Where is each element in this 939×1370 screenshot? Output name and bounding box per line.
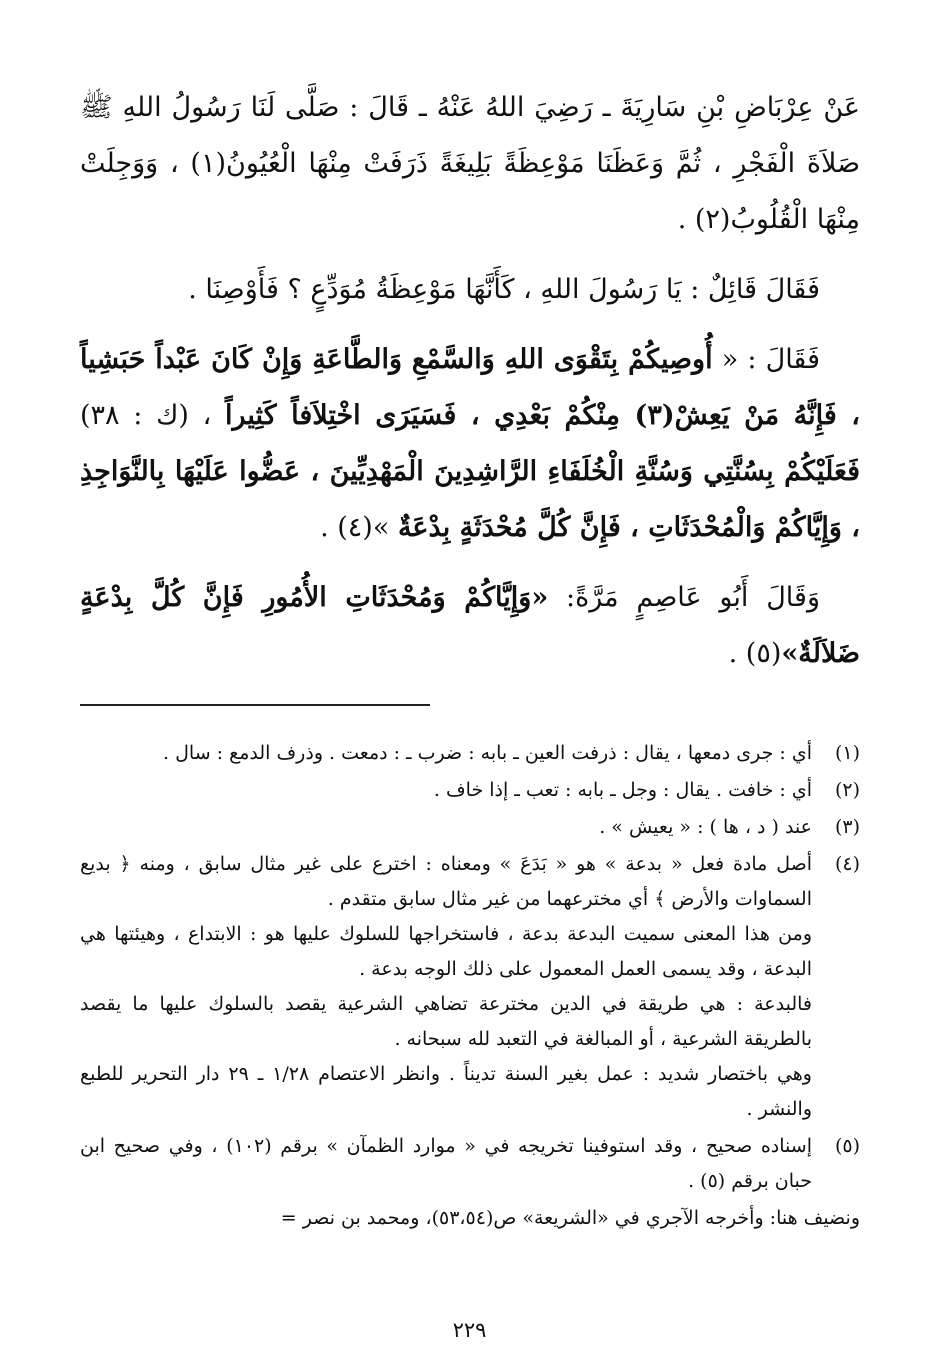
hadith-paragraph-2: فَقَالَ قَائِلٌ : يَا رَسُولَ اللهِ ، كَأَنَّهَا مَوْعِظَةُ مُوَدِّعٍ ؟ فَأَوْصِنَا . [188,274,820,305]
footnote-text: أي : جرى دمعها ، يقال : ذرفت العين ـ بابه : ضرب ـ : دمعت . وذرف الدمع : سال . [163,742,812,764]
para3-end: »(٤) . [320,512,398,543]
footnote-number: (٤) [834,853,860,875]
footnote-1 [80,736,860,771]
footnote-text: إسناده صحيح ، وقد استوفينا تخريجه في « موارد الظمآن » برقم (١٠٢) ، وفي صحيح ابن حبان برقم (٥) . [80,1135,812,1192]
footnotes [80,736,860,1236]
footnote-4 [80,847,860,1127]
footnote-text: وهي باختصار شديد : عمل بغير السنة تديناً . وانظر الاعتصام ١/٢٨ ـ ٢٩ دار التحرير للطبع والنشر . [80,1063,812,1120]
footnote-number: (١) [834,742,860,764]
footnote-continuation: ونضيف هنا: وأخرجه الآجري في «الشريعة» ص(٥٣،٥٤)، ومحمد بن نصر = [280,1207,860,1229]
para4-intro: وَقَالَ أَبُو عَاصِمٍ مَرَّةً: [548,582,820,613]
hadith-paragraph-4 [80,570,860,682]
reference-marker: ، (ك : ٣٨) [80,400,226,431]
hadith-paragraph-3 [80,332,860,556]
footnote-5 [80,1129,860,1199]
footnote-number: (٣) [834,816,860,838]
footnote-text: ومن هذا المعنى سميت البدعة بدعة ، فاستخراجها للسلوك عليها هو : الابتداع ، وهيئتها هي البدعة ، وقد يسمى العمل المعمول على ذلك الوجه بدعة . [80,923,812,980]
footnote-divider [80,704,430,706]
hadith-text [80,80,860,682]
footnote-number: (٢) [834,779,860,801]
hadith-paragraph-1: عَنْ عِرْبَاضِ بْنِ سَارِيَةَ ـ رَضِيَ اللهُ عَنْهُ ـ قَالَ : صَلَّى لَنَا رَسُولُ اللهِ ﷺ صَلاَةَ الْفَجْرِ ، ثُمَّ وَعَظَنَا مَوْعِظَةً بَلِيغَةً ذَرَفَتْ مِنْهَا الْعُيُونُ(١) ، وَوَجِلَتْ مِنْهَا الْقُلُوبُ(٢) . [80,92,860,235]
para3-intro: فَقَالَ : « [712,344,820,375]
prophetic-saying-part-2: فَعَلَيْكُمْ بِسُنَّتِي وَسُنَّةِ الْخُلَفَاءِ الرَّاشِدِينَ الْمَهْدِيِّينَ ، عَضُّوا عَلَيْهَا بِالنَّوَاجِذِ ، وَإِيَّاكُمْ وَالْمُحْدَثَاتِ ، فَإِنَّ كُلَّ مُحْدَثَةٍ بِدْعَةٌ [80,456,860,543]
footnote-3 [80,810,860,845]
footnote-number: (٥) [834,1135,860,1157]
footnote-text: أصل مادة فعل « بدعة » هو « بَدَعَ » ومعناه : اخترع على غير مثال سابق ، ومنه ﴿ بديع السماوات والأرض ﴾ أي مخترعهما من غير مثال سابق متقدم . [80,853,812,910]
book-page [80,80,860,1236]
page-number: ٢٢٩ [452,1318,487,1342]
abu-asim-narration: «وَإِيَّاكُمْ وَمُحْدَثَاتِ الأُمُورِ فَإِنَّ كُلَّ بِدْعَةٍ ضَلاَلَةٌ» [80,582,860,669]
footnote-text: عند ( د ، ها ) : « يعيش » . [599,816,812,838]
para4-end: (٥) . [728,638,782,669]
prophetic-saying-part-1: أُوصِيكُمْ بِتَقْوَى اللهِ وَالسَّمْعِ وَالطَّاعَةِ وَإِنْ كَانَ عَبْداً حَبَشِياً ، فَإِنَّهُ مَنْ يَعِشْ(٣) مِنْكُمْ بَعْدِي ، فَسَيَرَى اخْتِلاَفاً كَثِيراً [80,344,861,431]
footnote-2 [80,773,860,808]
footnote-text: فالبدعة : هي طريقة في الدين مخترعة تضاهي الشرعية يقصد بالسلوك عليها ما يقصد بالطريقة الشرعية ، أو المبالغة في التعبد لله سبحانه . [80,993,812,1050]
footnote-text: أي : خافت . يقال : وجل ـ بابه : تعب ـ إذا خاف . [433,779,812,801]
